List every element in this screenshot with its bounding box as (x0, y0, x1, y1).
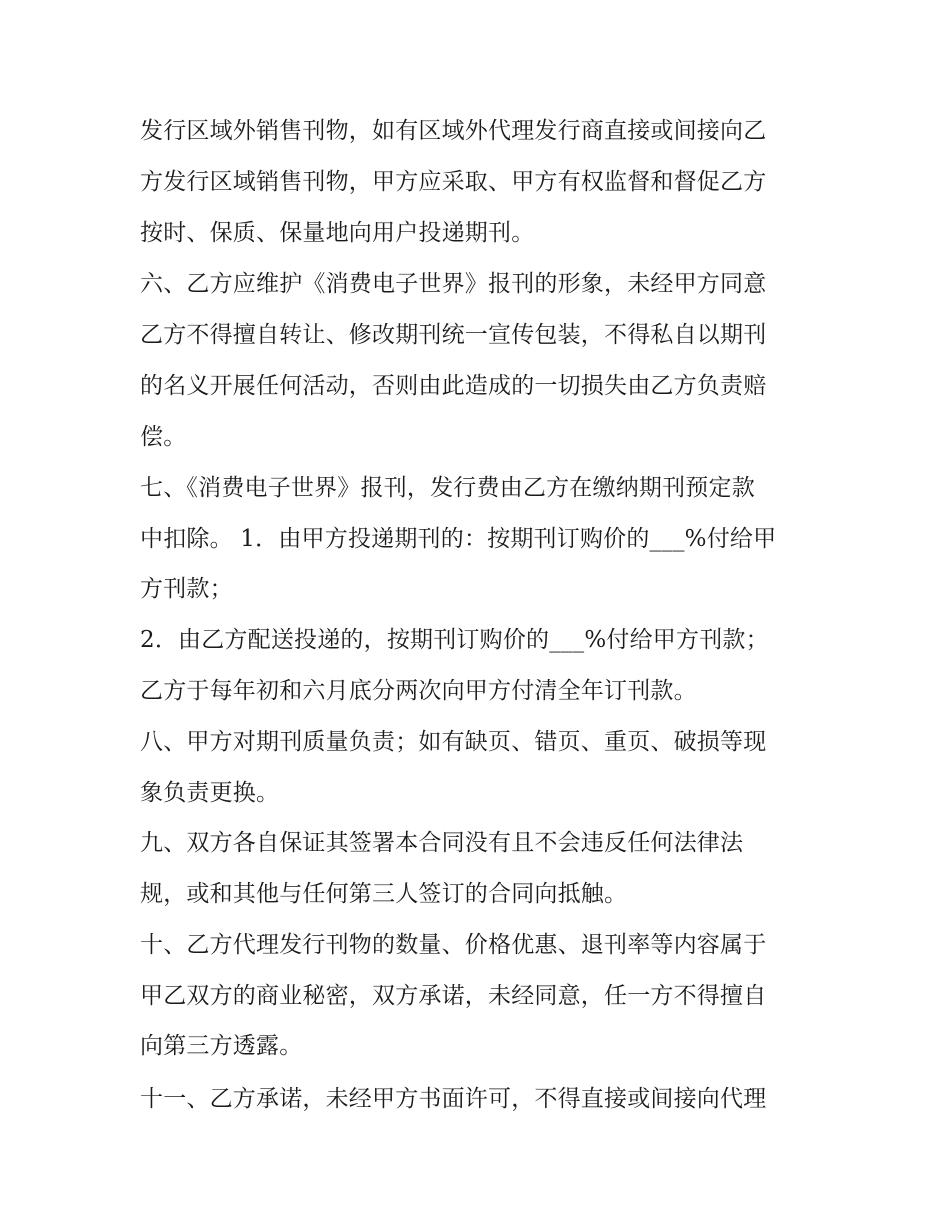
text-line: 九、双方各自保证其签署本合同没有且不会违反任何法律法 (140, 830, 744, 856)
text-line: 乙方不得擅自转让、修改期刊统一宣传包装，不得私自以期刊 (140, 322, 767, 348)
text-line: 八、甲方对期刊质量负责；如有缺页、错页、重页、破损等现 (140, 729, 767, 755)
text-line: 十、乙方代理发行刊物的数量、价格优惠、退刊率等内容属于 (140, 932, 767, 958)
text-line: 2．由乙方配送投递的，按期刊订购价的___%付给甲方刊款； (140, 627, 769, 653)
text-line: 乙方于每年初和六月底分两次向甲方付清全年订刊款。 (140, 678, 697, 704)
text-line: 六、乙方应维护《消费电子世界》报刊的形象，未经甲方同意 (140, 271, 767, 297)
text-line: 发行区域外销售刊物，如有区域外代理发行商直接或间接向乙 (140, 118, 767, 144)
text-line: 十一、乙方承诺，未经甲方书面许可，不得直接或间接向代理 (140, 1086, 767, 1112)
text-line: 规，或和其他与任何第三人签订的合同向抵触。 (140, 881, 628, 907)
text-line: 象负责更换。 (140, 780, 280, 806)
text-line: 方发行区域销售刊物，甲方应采取、甲方有权监督和督促乙方 (140, 169, 767, 195)
text-line: 的名义开展任何活动，否则由此造成的一切损失由乙方负责赔 (140, 373, 767, 399)
text-line: 方刊款； (140, 576, 233, 602)
text-line: 偿。 (140, 424, 187, 450)
text-line: 七、《消费电子世界》报刊，发行费由乙方在缴纳期刊预定款 (140, 475, 755, 501)
text-line: 甲乙双方的商业秘密，双方承诺，未经同意，任一方不得擅自 (140, 983, 767, 1009)
text-line: 按时、保质、保量地向用户投递期刊。 (140, 220, 535, 246)
text-line: 向第三方透露。 (140, 1033, 303, 1059)
text-line: 中扣除。 1．由甲方投递期刊的：按期刊订购价的___%付给甲 (140, 526, 777, 552)
